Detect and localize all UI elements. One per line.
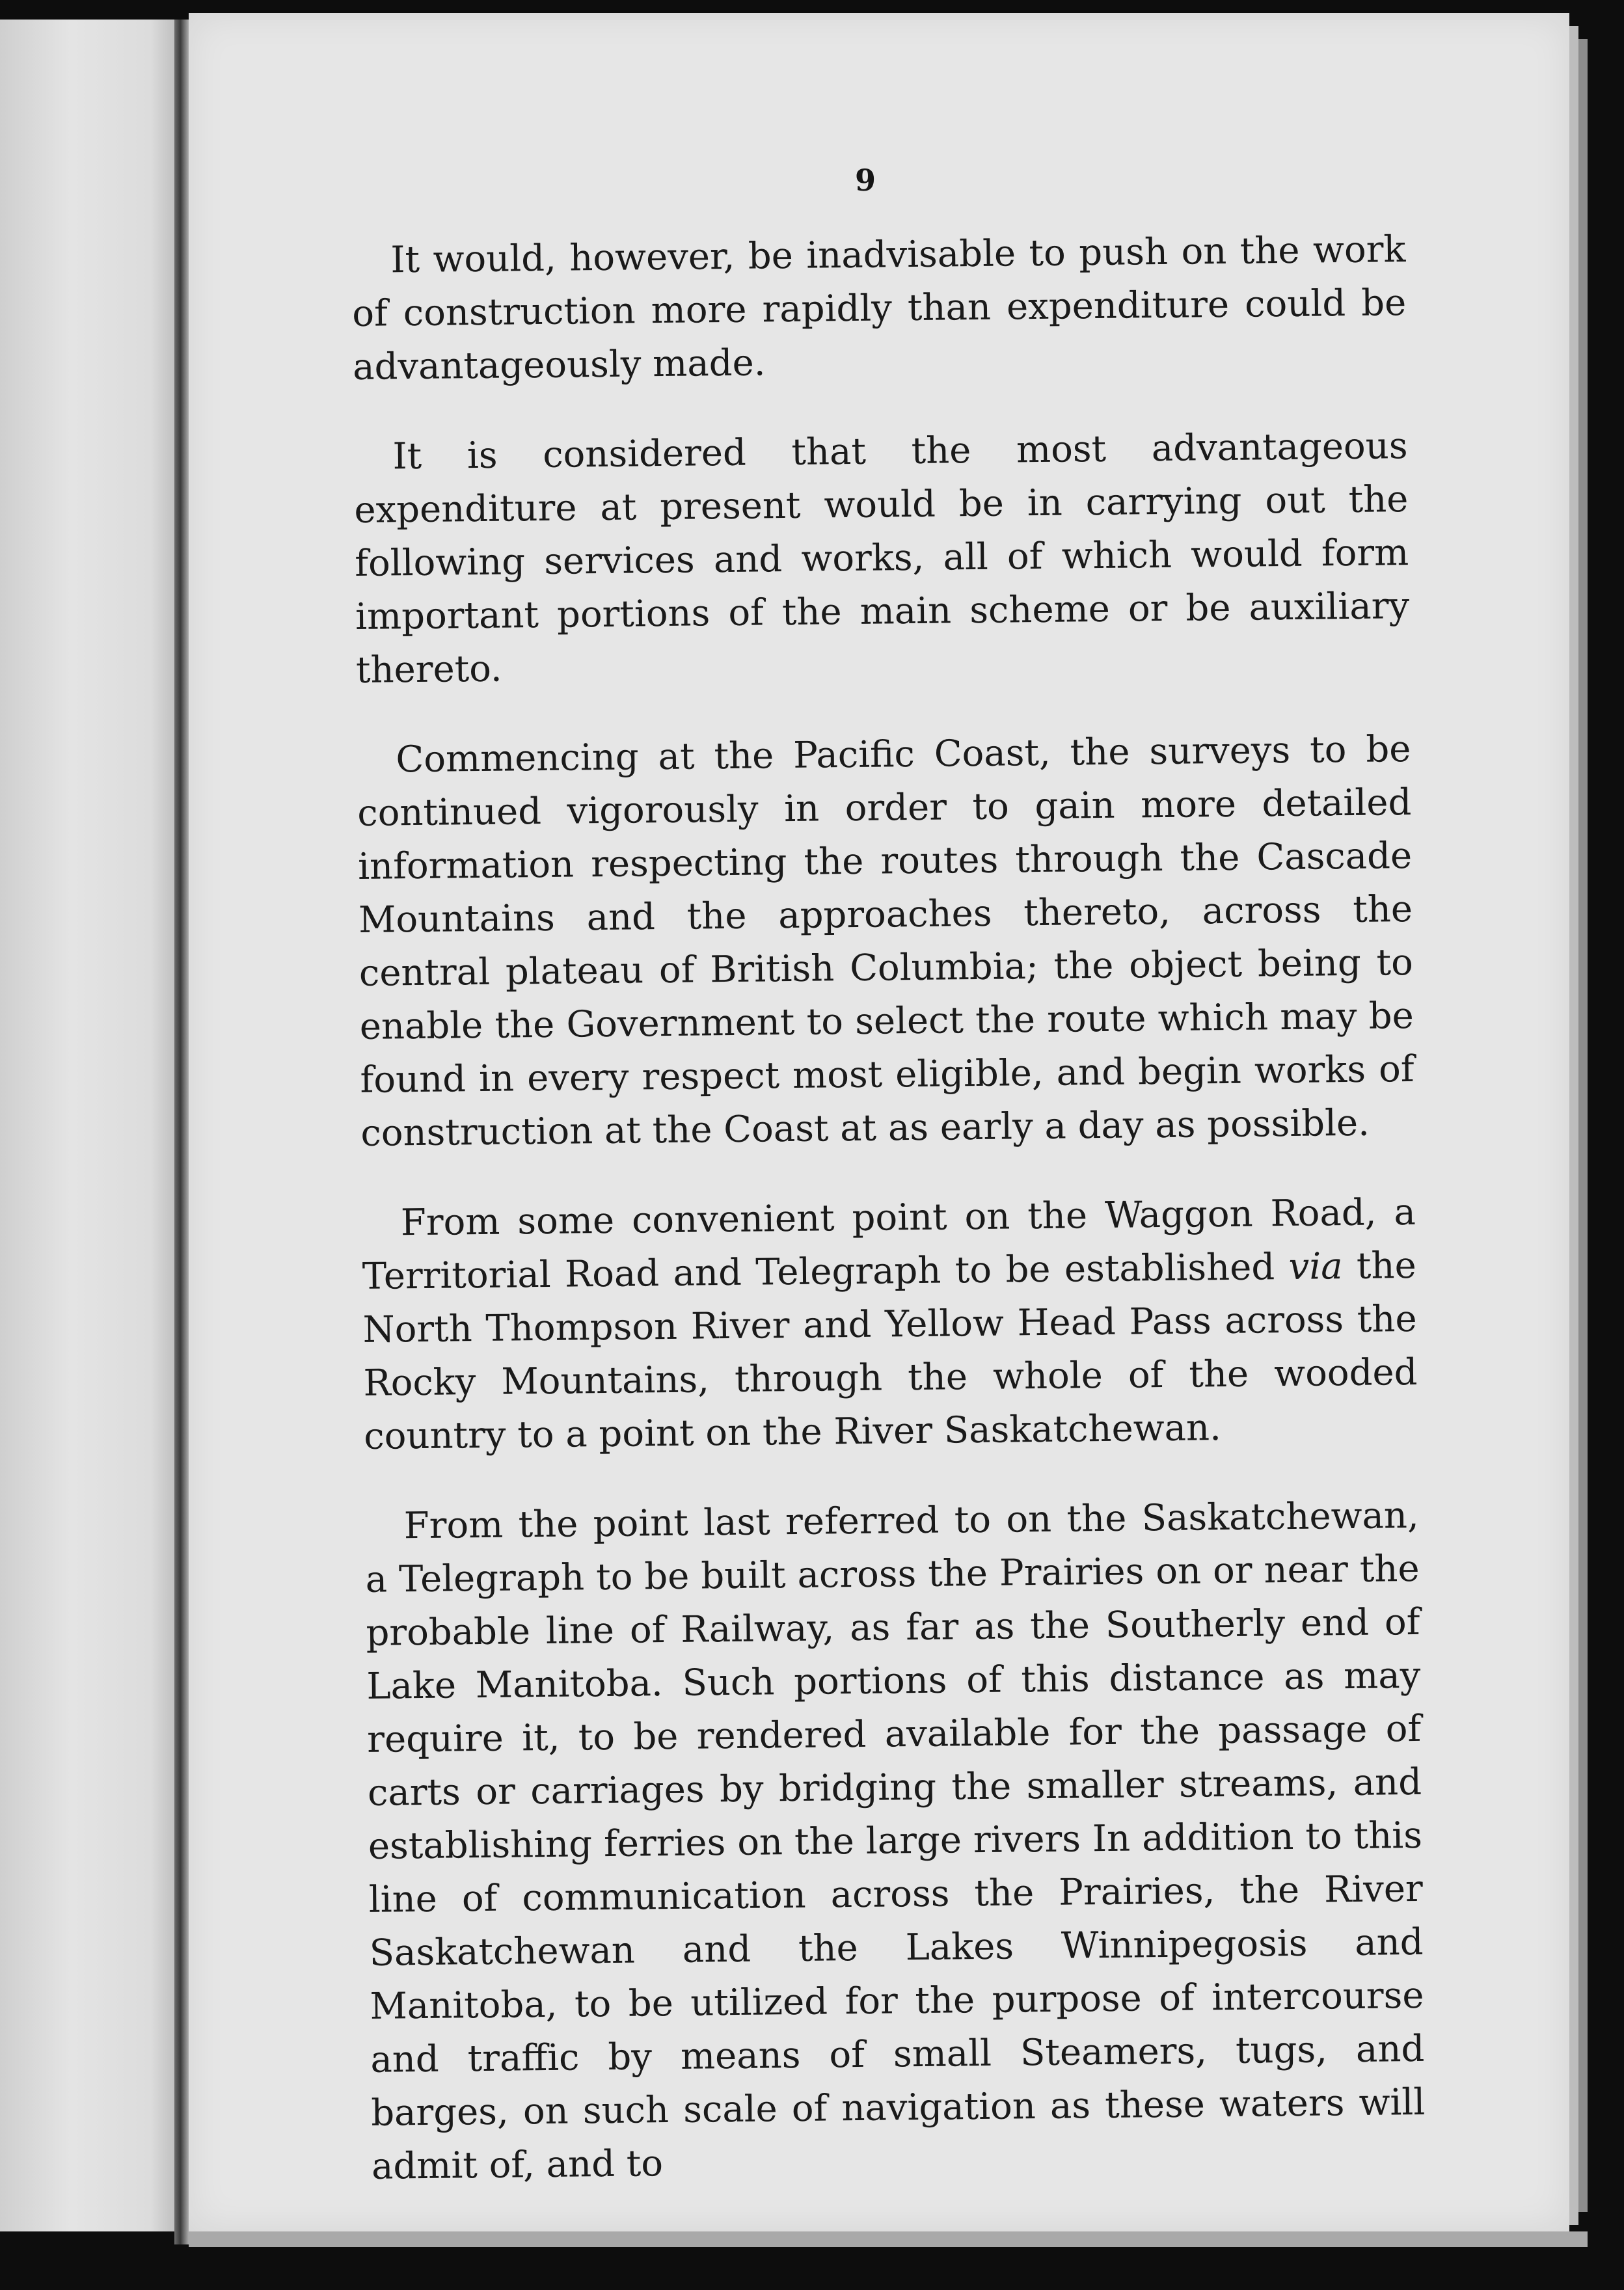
page-edge-right [1569,26,1578,2225]
paragraph-2: It is considered that the most advantageous expenditure at present would be in carrying out the following services and works, all of which would form important portions of the main scheme or be auxiliary thereto. [354,425,1410,692]
adjoining-page-edge [0,20,177,2231]
paragraph-4-text-after: the North Thompson River and Yellow Head Pass across the Rocky Mountains, through the whole of the wooded country to a point on the River Saskatchewan. [362,1244,1418,1458]
paragraph-1: It would, however, be inadvisable to push on the work of construction more rapidly than expenditure could be advantageously made. [351,228,1407,388]
paragraph-3: Commencing at the Pacific Coast, the surveys to be continued vigorously in order to gain more detailed information respecting the routes through the Cascade Mountains and the approaches thereto, across the central plateau of British Columbia; the object being to enable the Government to select the route which may be found in every respect most eligible, and begin works of construction at the Coast at as early a day as possible. [357,727,1414,1155]
paragraph-4 [361,1186,1418,1464]
page-edge-bottom [189,2231,1588,2247]
body-text [351,223,1426,2194]
page-edge-right-outer [1578,39,1588,2212]
page-number: 9 [854,163,876,198]
paragraph-4-italic: via [1288,1245,1343,1288]
paragraph-4-text-before: From some convenient point on the Waggon Road, a Territorial Road and Telegraph to be established [362,1191,1416,1298]
paragraph-5: From the point last referred to on the Saskatchewan, a Telegraph to be built across the Prairies on or near the probable line of Railway, as far as the Southerly end of Lake Manitoba. Such portions of this distance as may require it, to be rendered available for the passage of carts or carriages by bridging the smaller streams, and establishing ferries on the large rivers In addition to this line of communication across the Prairies, the River Saskatchewan and the Lakes Winnipegosis and Manitoba, to be utilized for the purpose of intercourse and traffic by means of small Steamers, tugs, and barges, on such scale of navigation as these waters will admit of, and to [365,1494,1426,2188]
